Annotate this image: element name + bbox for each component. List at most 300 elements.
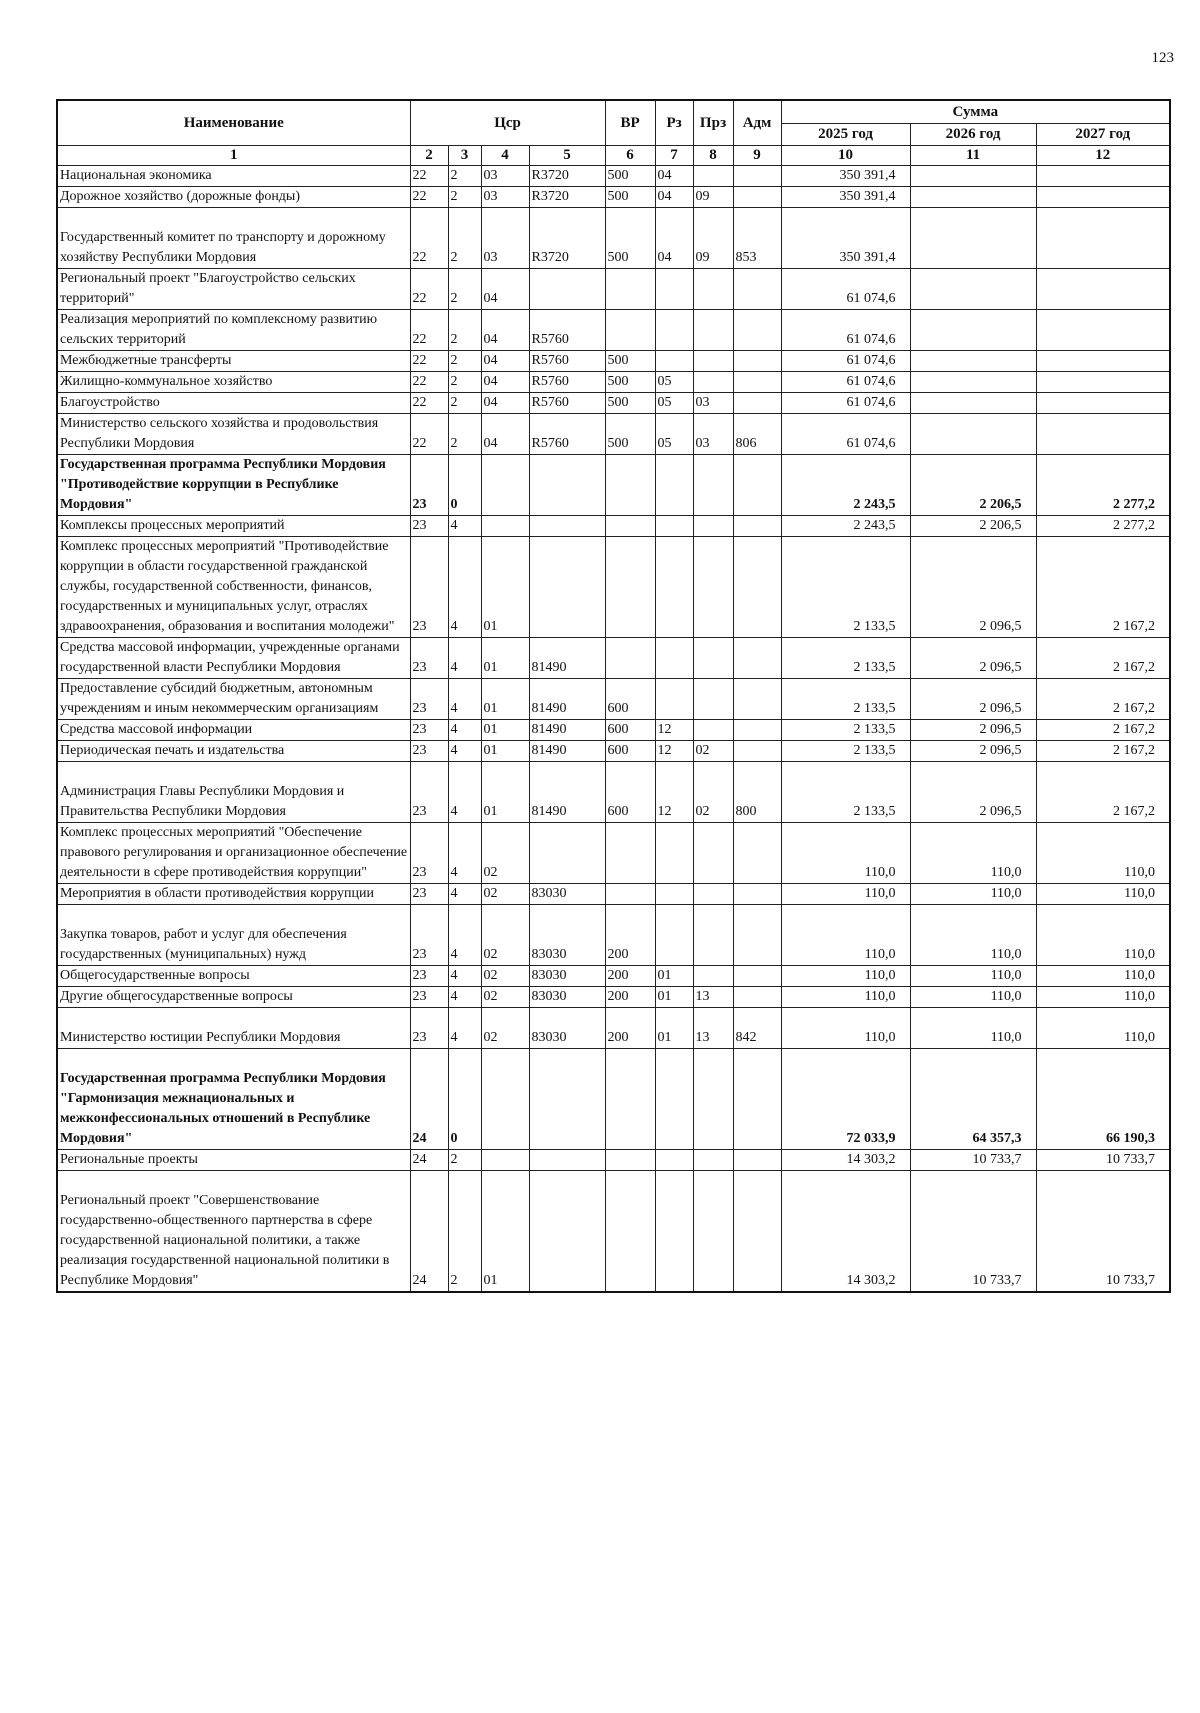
row-name: Периодическая печать и издательства <box>57 741 410 762</box>
csr-code-2: 24 <box>410 1171 448 1293</box>
csr-code-5: R5760 <box>529 372 605 393</box>
sum-2025: 110,0 <box>781 884 910 905</box>
vr-code <box>605 638 655 679</box>
sum-2026: 64 357,3 <box>910 1049 1036 1150</box>
csr-code-2: 23 <box>410 1008 448 1049</box>
vr-code: 500 <box>605 372 655 393</box>
prz-code <box>693 720 733 741</box>
prz-code <box>693 1171 733 1293</box>
sum-2026: 110,0 <box>910 823 1036 884</box>
header-prz: Прз <box>693 100 733 146</box>
row-name: Комплекс процессных мероприятий "Обеспечение правового регулирования и организационное обеспечение деятельности в сфере противодействия коррупции" <box>57 823 410 884</box>
vr-code <box>605 823 655 884</box>
csr-code-3: 4 <box>448 537 481 638</box>
vr-code: 600 <box>605 720 655 741</box>
csr-code-2: 23 <box>410 762 448 823</box>
row-name: Государственный комитет по транспорту и дорожному хозяйству Республики Мордовия <box>57 208 410 269</box>
table-row <box>57 638 1170 679</box>
prz-code <box>693 1150 733 1171</box>
csr-code-5 <box>529 516 605 537</box>
row-name: Государственная программа Республики Мордовия "Противодействие коррупции в Республике Мордовия" <box>57 455 410 516</box>
row-name: Жилищно-коммунальное хозяйство <box>57 372 410 393</box>
adm-code <box>733 269 781 310</box>
csr-code-2: 23 <box>410 741 448 762</box>
prz-code: 03 <box>693 393 733 414</box>
rz-code: 12 <box>655 762 693 823</box>
prz-code <box>693 966 733 987</box>
rz-code: 05 <box>655 414 693 455</box>
row-name: Министерство юстиции Республики Мордовия <box>57 1008 410 1049</box>
row-name: Национальная экономика <box>57 166 410 187</box>
csr-code-5: 83030 <box>529 1008 605 1049</box>
csr-code-3: 2 <box>448 1171 481 1293</box>
row-name: Министерство сельского хозяйства и продовольствия Республики Мордовия <box>57 414 410 455</box>
sum-2027: 110,0 <box>1036 823 1170 884</box>
csr-code-3: 4 <box>448 741 481 762</box>
csr-code-2: 22 <box>410 166 448 187</box>
sum-2025: 110,0 <box>781 823 910 884</box>
column-number: 9 <box>733 146 781 166</box>
csr-code-4: 02 <box>481 987 529 1008</box>
csr-code-4: 01 <box>481 679 529 720</box>
vr-code <box>605 1049 655 1150</box>
prz-code: 02 <box>693 762 733 823</box>
column-number: 6 <box>605 146 655 166</box>
sum-2027 <box>1036 310 1170 351</box>
sum-2025: 72 033,9 <box>781 1049 910 1150</box>
csr-code-2: 24 <box>410 1049 448 1150</box>
csr-code-2: 23 <box>410 516 448 537</box>
vr-code: 200 <box>605 966 655 987</box>
sum-2027: 10 733,7 <box>1036 1150 1170 1171</box>
csr-code-5 <box>529 269 605 310</box>
rz-code <box>655 1049 693 1150</box>
csr-code-4: 04 <box>481 310 529 351</box>
adm-code <box>733 310 781 351</box>
column-number: 1 <box>57 146 410 166</box>
rz-code <box>655 679 693 720</box>
table-row <box>57 966 1170 987</box>
row-name: Реализация мероприятий по комплексному развитию сельских территорий <box>57 310 410 351</box>
csr-code-4 <box>481 1049 529 1150</box>
csr-code-3: 4 <box>448 1008 481 1049</box>
csr-code-3: 4 <box>448 823 481 884</box>
csr-code-5 <box>529 823 605 884</box>
csr-code-5: 81490 <box>529 741 605 762</box>
sum-2027: 110,0 <box>1036 905 1170 966</box>
csr-code-2: 23 <box>410 455 448 516</box>
csr-code-4: 02 <box>481 1008 529 1049</box>
sum-2026: 2 206,5 <box>910 455 1036 516</box>
header-vr: ВР <box>605 100 655 146</box>
rz-code: 05 <box>655 393 693 414</box>
sum-2027: 66 190,3 <box>1036 1049 1170 1150</box>
csr-code-4: 02 <box>481 884 529 905</box>
rz-code: 05 <box>655 372 693 393</box>
rz-code <box>655 269 693 310</box>
csr-code-5 <box>529 1049 605 1150</box>
table-row <box>57 1171 1170 1293</box>
csr-code-2: 22 <box>410 414 448 455</box>
row-name: Администрация Главы Республики Мордовия и Правительства Республики Мордовия <box>57 762 410 823</box>
rz-code: 04 <box>655 208 693 269</box>
table-row <box>57 537 1170 638</box>
csr-code-5 <box>529 455 605 516</box>
vr-code: 500 <box>605 208 655 269</box>
table-row <box>57 310 1170 351</box>
sum-2027 <box>1036 393 1170 414</box>
adm-code <box>733 1171 781 1293</box>
csr-code-3: 4 <box>448 720 481 741</box>
csr-code-2: 24 <box>410 1150 448 1171</box>
table-row <box>57 905 1170 966</box>
csr-code-2: 22 <box>410 269 448 310</box>
adm-code <box>733 372 781 393</box>
page-number: 123 <box>1151 50 1174 66</box>
prz-code: 02 <box>693 741 733 762</box>
csr-code-4: 01 <box>481 720 529 741</box>
sum-2026 <box>910 372 1036 393</box>
csr-code-3: 0 <box>448 1049 481 1150</box>
csr-code-4: 02 <box>481 966 529 987</box>
sum-2027: 2 167,2 <box>1036 762 1170 823</box>
adm-code <box>733 966 781 987</box>
row-name: Предоставление субсидий бюджетным, автономным учреждениям и иным некоммерческим организациям <box>57 679 410 720</box>
csr-code-4: 02 <box>481 905 529 966</box>
csr-code-2: 23 <box>410 987 448 1008</box>
sum-2027 <box>1036 414 1170 455</box>
csr-code-2: 22 <box>410 208 448 269</box>
prz-code <box>693 372 733 393</box>
csr-code-4 <box>481 516 529 537</box>
vr-code: 500 <box>605 414 655 455</box>
sum-2026: 110,0 <box>910 987 1036 1008</box>
rz-code: 01 <box>655 987 693 1008</box>
adm-code <box>733 638 781 679</box>
csr-code-4: 04 <box>481 393 529 414</box>
rz-code <box>655 638 693 679</box>
adm-code <box>733 351 781 372</box>
csr-code-5: R5760 <box>529 351 605 372</box>
csr-code-5: R3720 <box>529 166 605 187</box>
sum-2025: 14 303,2 <box>781 1171 910 1293</box>
column-number: 10 <box>781 146 910 166</box>
csr-code-4: 04 <box>481 414 529 455</box>
sum-2026 <box>910 166 1036 187</box>
csr-code-4 <box>481 455 529 516</box>
sum-2025: 110,0 <box>781 1008 910 1049</box>
sum-2027: 2 167,2 <box>1036 720 1170 741</box>
vr-code: 200 <box>605 905 655 966</box>
rz-code <box>655 1150 693 1171</box>
row-name: Комплексы процессных мероприятий <box>57 516 410 537</box>
row-name: Региональные проекты <box>57 1150 410 1171</box>
csr-code-3: 4 <box>448 966 481 987</box>
row-name: Региональный проект "Благоустройство сельских территорий" <box>57 269 410 310</box>
column-number: 8 <box>693 146 733 166</box>
sum-2027 <box>1036 187 1170 208</box>
table-row <box>57 516 1170 537</box>
sum-2025: 14 303,2 <box>781 1150 910 1171</box>
prz-code <box>693 1049 733 1150</box>
csr-code-3: 2 <box>448 187 481 208</box>
sum-2025: 350 391,4 <box>781 208 910 269</box>
prz-code <box>693 351 733 372</box>
adm-code <box>733 823 781 884</box>
sum-2026: 110,0 <box>910 1008 1036 1049</box>
vr-code <box>605 884 655 905</box>
adm-code: 806 <box>733 414 781 455</box>
row-name: Другие общегосударственные вопросы <box>57 987 410 1008</box>
adm-code <box>733 1150 781 1171</box>
table-row <box>57 823 1170 884</box>
csr-code-3: 0 <box>448 455 481 516</box>
sum-2025: 2 133,5 <box>781 638 910 679</box>
sum-2025: 61 074,6 <box>781 393 910 414</box>
column-number: 12 <box>1036 146 1170 166</box>
sum-2027: 2 167,2 <box>1036 741 1170 762</box>
rz-code <box>655 537 693 638</box>
vr-code: 200 <box>605 987 655 1008</box>
sum-2027 <box>1036 166 1170 187</box>
csr-code-2: 23 <box>410 537 448 638</box>
sum-2025: 350 391,4 <box>781 187 910 208</box>
table-row <box>57 1008 1170 1049</box>
adm-code: 842 <box>733 1008 781 1049</box>
vr-code <box>605 537 655 638</box>
vr-code: 500 <box>605 187 655 208</box>
row-name: Комплекс процессных мероприятий "Противодействие коррупции в области государственной гражданской службы, государственной собственности, финансов, государственных и муниципальных услуг, отраслях здравоохранения, образования и воспитания молодежи" <box>57 537 410 638</box>
vr-code: 500 <box>605 351 655 372</box>
sum-2027: 2 167,2 <box>1036 638 1170 679</box>
sum-2027: 2 167,2 <box>1036 537 1170 638</box>
table-row <box>57 393 1170 414</box>
prz-code: 09 <box>693 208 733 269</box>
prz-code <box>693 537 733 638</box>
sum-2027: 2 277,2 <box>1036 455 1170 516</box>
vr-code <box>605 310 655 351</box>
csr-code-4: 01 <box>481 537 529 638</box>
csr-code-2: 22 <box>410 351 448 372</box>
vr-code: 500 <box>605 166 655 187</box>
table-row <box>57 187 1170 208</box>
csr-code-3: 2 <box>448 372 481 393</box>
prz-code <box>693 679 733 720</box>
sum-2025: 61 074,6 <box>781 310 910 351</box>
vr-code: 600 <box>605 679 655 720</box>
header-year-2027: 2027 год <box>1036 123 1170 145</box>
csr-code-2: 23 <box>410 720 448 741</box>
prz-code <box>693 638 733 679</box>
sum-2025: 110,0 <box>781 966 910 987</box>
rz-code <box>655 884 693 905</box>
rz-code <box>655 905 693 966</box>
adm-code <box>733 393 781 414</box>
csr-code-3: 2 <box>448 269 481 310</box>
sum-2027 <box>1036 208 1170 269</box>
table-row <box>57 208 1170 269</box>
csr-code-5: R5760 <box>529 310 605 351</box>
csr-code-4: 04 <box>481 351 529 372</box>
table-row <box>57 679 1170 720</box>
sum-2027: 110,0 <box>1036 987 1170 1008</box>
rz-code <box>655 1171 693 1293</box>
csr-code-5 <box>529 1171 605 1293</box>
rz-code: 04 <box>655 187 693 208</box>
header-adm: Адм <box>733 100 781 146</box>
prz-code: 03 <box>693 414 733 455</box>
sum-2026: 10 733,7 <box>910 1150 1036 1171</box>
table-row <box>57 351 1170 372</box>
header-year-2026: 2026 год <box>910 123 1036 145</box>
csr-code-4: 03 <box>481 208 529 269</box>
prz-code <box>693 455 733 516</box>
prz-code <box>693 516 733 537</box>
csr-code-5: 83030 <box>529 905 605 966</box>
sum-2025: 61 074,6 <box>781 351 910 372</box>
sum-2025: 61 074,6 <box>781 372 910 393</box>
column-number: 2 <box>410 146 448 166</box>
rz-code: 12 <box>655 720 693 741</box>
table-row <box>57 372 1170 393</box>
sum-2027: 2 277,2 <box>1036 516 1170 537</box>
column-number: 4 <box>481 146 529 166</box>
csr-code-3: 4 <box>448 762 481 823</box>
sum-2026 <box>910 269 1036 310</box>
row-name: Средства массовой информации, учрежденные органами государственной власти Республики Мордовия <box>57 638 410 679</box>
rz-code <box>655 351 693 372</box>
vr-code <box>605 455 655 516</box>
budget-table <box>56 99 1171 1293</box>
prz-code <box>693 884 733 905</box>
csr-code-2: 22 <box>410 310 448 351</box>
row-name: Государственная программа Республики Мордовия "Гармонизация межнациональных и межконфессиональных отношений в Республике Мордовия" <box>57 1049 410 1150</box>
row-name: Региональный проект "Совершенствование государственно-общественного партнерства в сфере государственной национальной политики, а также реализация государственной национальной политики в Республике Мордовия" <box>57 1171 410 1293</box>
rz-code: 04 <box>655 166 693 187</box>
adm-code <box>733 905 781 966</box>
header-name: Наименование <box>57 100 410 146</box>
vr-code: 600 <box>605 762 655 823</box>
csr-code-5: R3720 <box>529 208 605 269</box>
adm-code <box>733 679 781 720</box>
column-number: 11 <box>910 146 1036 166</box>
sum-2026: 2 096,5 <box>910 720 1036 741</box>
sum-2025: 2 133,5 <box>781 720 910 741</box>
sum-2026: 110,0 <box>910 905 1036 966</box>
adm-code: 853 <box>733 208 781 269</box>
csr-code-5: 81490 <box>529 679 605 720</box>
csr-code-3: 2 <box>448 393 481 414</box>
column-number: 5 <box>529 146 605 166</box>
csr-code-5 <box>529 1150 605 1171</box>
rz-code: 12 <box>655 741 693 762</box>
csr-code-4: 04 <box>481 269 529 310</box>
sum-2025: 2 133,5 <box>781 537 910 638</box>
sum-2025: 110,0 <box>781 987 910 1008</box>
csr-code-2: 22 <box>410 372 448 393</box>
csr-code-3: 2 <box>448 310 481 351</box>
csr-code-5: R5760 <box>529 414 605 455</box>
rz-code: 01 <box>655 966 693 987</box>
sum-2027 <box>1036 372 1170 393</box>
column-number: 3 <box>448 146 481 166</box>
sum-2026: 2 096,5 <box>910 638 1036 679</box>
sum-2026 <box>910 414 1036 455</box>
header-sum: Сумма <box>781 100 1170 123</box>
csr-code-2: 22 <box>410 393 448 414</box>
adm-code: 800 <box>733 762 781 823</box>
header-row <box>57 100 1170 123</box>
csr-code-3: 4 <box>448 884 481 905</box>
sum-2025: 2 133,5 <box>781 762 910 823</box>
csr-code-5: 81490 <box>529 720 605 741</box>
csr-code-5: 83030 <box>529 987 605 1008</box>
csr-code-3: 4 <box>448 516 481 537</box>
csr-code-3: 2 <box>448 1150 481 1171</box>
column-number-row <box>57 146 1170 166</box>
vr-code <box>605 1171 655 1293</box>
sum-2027: 10 733,7 <box>1036 1171 1170 1293</box>
table-row <box>57 741 1170 762</box>
sum-2025: 350 391,4 <box>781 166 910 187</box>
adm-code <box>733 166 781 187</box>
adm-code <box>733 720 781 741</box>
rz-code <box>655 823 693 884</box>
vr-code <box>605 269 655 310</box>
csr-code-4: 01 <box>481 741 529 762</box>
sum-2027: 110,0 <box>1036 884 1170 905</box>
sum-2027: 110,0 <box>1036 1008 1170 1049</box>
csr-code-5: 83030 <box>529 884 605 905</box>
table-row <box>57 884 1170 905</box>
vr-code: 200 <box>605 1008 655 1049</box>
row-name: Дорожное хозяйство (дорожные фонды) <box>57 187 410 208</box>
sum-2026: 2 096,5 <box>910 537 1036 638</box>
prz-code <box>693 269 733 310</box>
sum-2027: 2 167,2 <box>1036 679 1170 720</box>
adm-code <box>733 741 781 762</box>
sum-2027: 110,0 <box>1036 966 1170 987</box>
table-row <box>57 166 1170 187</box>
table-row <box>57 455 1170 516</box>
sum-2027 <box>1036 269 1170 310</box>
table-row <box>57 1150 1170 1171</box>
rz-code <box>655 516 693 537</box>
adm-code <box>733 187 781 208</box>
csr-code-5: 81490 <box>529 638 605 679</box>
csr-code-3: 4 <box>448 987 481 1008</box>
csr-code-2: 22 <box>410 187 448 208</box>
adm-code <box>733 537 781 638</box>
prz-code <box>693 823 733 884</box>
prz-code: 13 <box>693 1008 733 1049</box>
rz-code <box>655 455 693 516</box>
csr-code-2: 23 <box>410 679 448 720</box>
rz-code: 01 <box>655 1008 693 1049</box>
csr-code-2: 23 <box>410 905 448 966</box>
vr-code: 500 <box>605 393 655 414</box>
row-name: Мероприятия в области противодействия коррупции <box>57 884 410 905</box>
csr-code-4: 03 <box>481 187 529 208</box>
sum-2026: 2 096,5 <box>910 741 1036 762</box>
csr-code-2: 23 <box>410 884 448 905</box>
sum-2026 <box>910 393 1036 414</box>
sum-2026 <box>910 351 1036 372</box>
adm-code <box>733 455 781 516</box>
adm-code <box>733 1049 781 1150</box>
table-body <box>57 166 1170 1293</box>
csr-code-5: R5760 <box>529 393 605 414</box>
